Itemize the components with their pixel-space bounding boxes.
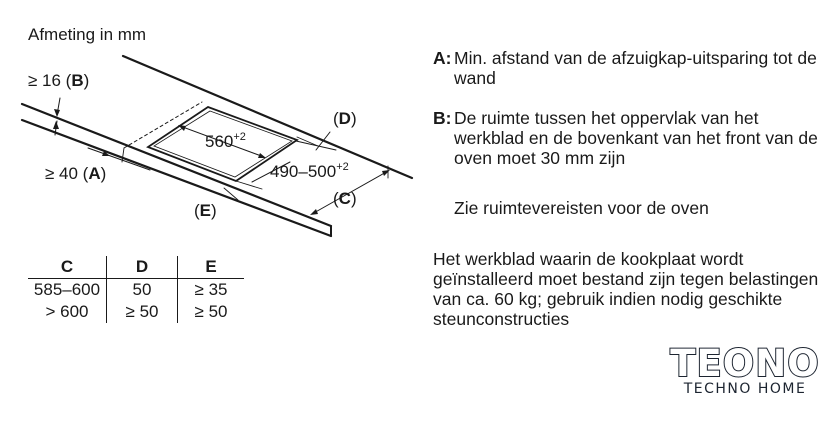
cutout-width-label: $560^{+2}$ bbox=[205, 131, 246, 151]
table-cell: ≥ 35 bbox=[194, 280, 228, 299]
table-header-row bbox=[28, 256, 244, 279]
c-label: (C) bbox=[333, 189, 357, 208]
b-arrow bbox=[54, 109, 60, 117]
width-arrow-right bbox=[258, 153, 266, 158]
c-arrow-bottom bbox=[310, 209, 318, 215]
note-a-text: Min. afstand van de afzuigkap-uitsparing tot de wand bbox=[454, 48, 817, 88]
installation-diagram bbox=[0, 0, 430, 250]
hidden-edge-line bbox=[124, 102, 202, 148]
cutout-depth-label: $490-500^{+2}$ bbox=[270, 161, 349, 181]
table-cell: ≥ 50 bbox=[194, 302, 228, 321]
e-extension bbox=[233, 187, 247, 193]
logo-tagline: TECHNO HOME bbox=[683, 381, 807, 397]
depth-extension-2 bbox=[236, 181, 262, 189]
table-cell: 50 bbox=[107, 279, 178, 302]
clearance-table bbox=[28, 256, 244, 323]
b-arrow-up bbox=[53, 121, 59, 129]
table-row bbox=[28, 301, 244, 323]
e-label: (E) bbox=[194, 201, 217, 220]
notes-panel bbox=[433, 48, 833, 329]
note-b-text: De ruimte tussen het oppervlak van het werkblad en de bovenkant van het front van de oven moet 30 mm zijn bbox=[454, 108, 818, 168]
oven-note: Zie ruimtevereisten voor de oven bbox=[454, 198, 709, 218]
table-cell: > 600 bbox=[45, 302, 89, 321]
table-row bbox=[28, 279, 244, 302]
note-a bbox=[433, 48, 833, 88]
header-d: D bbox=[107, 256, 178, 279]
table-cell: ≥ 50 bbox=[107, 301, 178, 323]
brand-logo bbox=[660, 344, 830, 397]
header-c: C bbox=[28, 256, 107, 279]
logo-wordmark: TEONO bbox=[670, 342, 820, 385]
page-title: Afmeting in mm bbox=[28, 25, 147, 44]
c-arrow-top bbox=[382, 170, 390, 176]
d-label: (D) bbox=[333, 109, 357, 128]
note-b-key: B: bbox=[433, 108, 452, 128]
table-cell: 585–600 bbox=[33, 280, 101, 299]
load-note: Het werkblad waarin de kookplaat wordt geïnstalleerd moet bestand zijn tegen belastingen van ca. 60 kg; gebruik indien nodig geschikte steunconstructies bbox=[433, 249, 819, 329]
note-a-key: A: bbox=[433, 48, 452, 68]
header-e: E bbox=[178, 256, 245, 279]
b-gap-label: ≥ 16 (B) bbox=[28, 71, 90, 90]
a-gap-label: ≥ 40 (A) bbox=[45, 164, 107, 183]
note-b bbox=[433, 108, 833, 168]
